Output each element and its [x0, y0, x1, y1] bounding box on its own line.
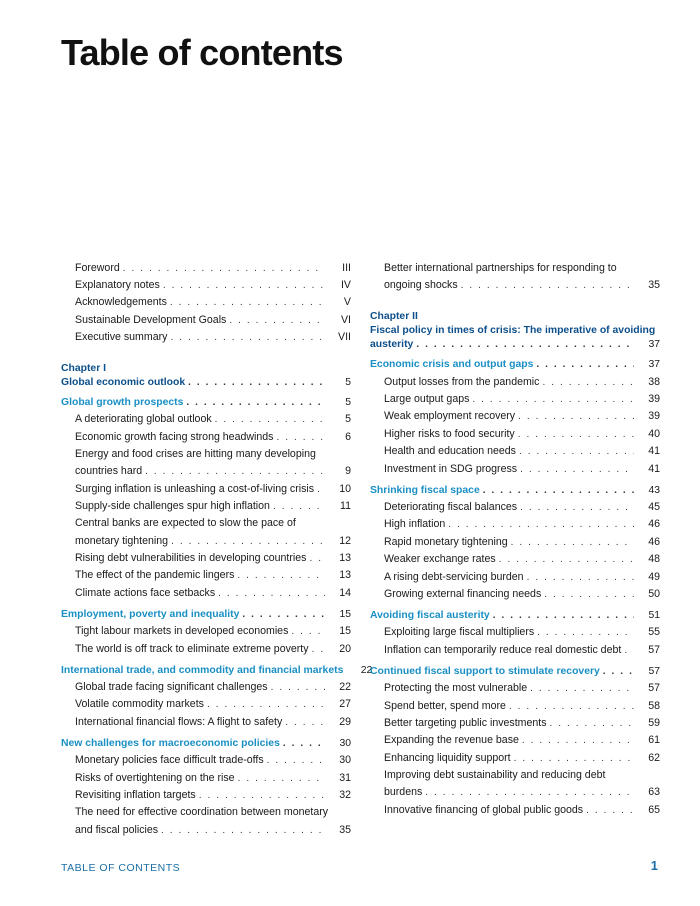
dot-leader	[123, 260, 325, 277]
dot-leader	[273, 498, 325, 515]
dot-leader	[509, 698, 634, 715]
chapter-label: Chapter I	[61, 363, 107, 375]
dot-leader	[238, 770, 325, 787]
dot-leader	[171, 533, 325, 550]
toc-entry-page: 62	[648, 751, 660, 764]
toc-entry-title: Rising debt vulnerabilities in developing countries	[75, 551, 307, 564]
dot-leader	[448, 516, 634, 533]
toc-entry-page: 27	[339, 698, 351, 711]
dot-leader	[145, 463, 325, 480]
toc-entry-title: countries hard	[75, 465, 143, 478]
toc-left-column	[61, 260, 373, 839]
toc-entry-page: 61	[648, 734, 660, 747]
toc-entry-page: IV	[340, 279, 351, 292]
toc-entry-page: 35	[648, 279, 660, 292]
toc-entry-title: Revisiting inflation targets	[75, 788, 196, 801]
toc-entry-title: Spend better, spend more	[384, 699, 506, 712]
dot-leader	[624, 642, 634, 659]
toc-entry-title: Better targeting public investments	[384, 716, 547, 729]
toc-entry-page: 59	[648, 716, 660, 729]
toc-entry-title: Tight labour markets in developed economies	[75, 625, 289, 638]
dot-leader	[603, 663, 634, 680]
dot-leader	[291, 623, 325, 640]
toc-entry-page: 29	[339, 715, 351, 728]
dot-leader	[276, 429, 325, 446]
footer-page-number: 1	[650, 858, 658, 873]
dot-leader	[283, 735, 325, 752]
toc-entry-title: Monetary policies face difficult trade-offs	[75, 754, 264, 767]
toc-entry-page: 41	[648, 462, 660, 475]
toc-entry-text-line: Improving debt sustainability and reducing debt	[384, 769, 606, 782]
dot-leader	[550, 715, 634, 732]
dot-leader	[542, 374, 634, 391]
toc-entry-page: 39	[648, 393, 660, 405]
dot-leader	[267, 752, 325, 769]
toc-entry-title: New challenges for macroeconomic policies	[61, 737, 280, 749]
toc-entry-title: A deteriorating global outlook	[75, 413, 212, 426]
toc-entry-sub[interactable]	[370, 499, 660, 516]
dot-leader	[483, 482, 634, 499]
toc-entry-title: Innovative financing of global public goods	[384, 803, 584, 816]
toc-entry-page: 46	[648, 518, 660, 531]
toc-entry-sub[interactable]	[370, 461, 660, 478]
toc-entry-title: Economic growth facing strong headwinds	[75, 430, 274, 443]
dot-leader	[271, 679, 325, 696]
dot-leader	[522, 732, 634, 749]
footer-label: TABLE OF CONTENTS	[61, 862, 181, 874]
toc-entry-section[interactable]	[370, 607, 660, 624]
toc-entry-title: Global economic outlook	[61, 377, 186, 389]
dot-leader	[170, 329, 325, 346]
toc-entry-page: 30	[339, 737, 351, 749]
toc-entry-page: 48	[648, 553, 660, 566]
toc-entry-page: 57	[648, 682, 660, 695]
toc-entry-sub[interactable]	[61, 567, 351, 584]
dot-leader	[518, 426, 634, 443]
toc-entry-title: Economic crisis and output gaps	[370, 359, 534, 371]
toc-entry-page: 15	[339, 625, 351, 638]
dot-leader	[544, 586, 634, 603]
toc-entry-sub[interactable]	[61, 770, 351, 787]
toc-entry-sub[interactable]	[370, 698, 660, 715]
toc-entry-page: 51	[648, 610, 660, 622]
toc-entry-page: III	[342, 262, 351, 274]
toc-entry-page: 6	[345, 430, 351, 443]
dot-leader	[312, 641, 325, 658]
toc-entry-sub[interactable]	[370, 534, 660, 551]
toc-entry-sub[interactable]	[61, 550, 351, 567]
toc-entry-page: 12	[339, 534, 351, 547]
toc-entry-page: 57	[648, 643, 660, 656]
toc-entry-page: 14	[339, 586, 351, 599]
toc-entry-section[interactable]	[61, 394, 351, 411]
dot-leader	[229, 312, 325, 329]
dot-leader	[520, 499, 634, 516]
toc-entry-title: Inflation can temporarily reduce real domestic debt	[384, 643, 622, 656]
dot-leader	[242, 606, 325, 623]
toc-entry-title: The world is off track to eliminate extreme poverty	[75, 642, 309, 655]
toc-entry-sub[interactable]	[370, 408, 660, 425]
toc-entry-title: Foreword	[75, 262, 120, 274]
toc-entry-section[interactable]	[61, 735, 351, 752]
toc-entry-page: 58	[648, 699, 660, 712]
toc-entry-page: V	[343, 296, 351, 309]
toc-entry-title: Continued fiscal support to stimulate recovery	[370, 665, 600, 677]
toc-entry-sub[interactable]	[370, 391, 660, 408]
toc-entry-title: Growing external financing needs	[384, 587, 542, 600]
toc-entry-page: 37	[648, 339, 660, 351]
dot-leader	[461, 277, 634, 294]
toc-entry-sub[interactable]	[61, 787, 351, 804]
toc-entry-section[interactable]	[370, 663, 660, 680]
toc-entry-section[interactable]	[370, 356, 660, 373]
toc-entry-sub[interactable]	[61, 429, 351, 446]
toc-entry-title: Global growth prospects	[61, 397, 184, 409]
toc-entry-sub[interactable]	[61, 804, 351, 838]
toc-entry-sub[interactable]	[61, 679, 351, 696]
toc-entry-page: 65	[648, 803, 660, 816]
toc-entry-title: International financial flows: A flight to safety	[75, 715, 283, 728]
toc-entry-page: 22	[339, 680, 351, 693]
dot-leader	[586, 802, 634, 819]
dot-leader	[518, 408, 634, 425]
toc-entry-sub[interactable]	[61, 623, 351, 640]
toc-entry-title: Shrinking fiscal space	[370, 484, 480, 496]
toc-entry-page: 63	[648, 786, 660, 799]
toc-entry-title: Supply-side challenges spur high inflation	[75, 499, 270, 512]
toc-entry-page: 50	[648, 587, 660, 600]
toc-entry-title: Protecting the most vulnerable	[384, 682, 528, 695]
dot-leader	[188, 376, 325, 390]
toc-entry-title: Higher risks to food security	[384, 427, 515, 440]
toc-entry-page: 30	[339, 754, 351, 767]
toc-entry-sub[interactable]	[61, 446, 351, 480]
dot-leader	[317, 481, 325, 498]
toc-entry-title: Employment, poverty and inequality	[61, 608, 240, 620]
toc-entry-page: 5	[345, 377, 351, 389]
toc-entry-sub[interactable]	[370, 569, 660, 586]
toc-entry-page: 41	[648, 445, 660, 458]
toc-entry-title: Climate actions face setbacks	[75, 586, 216, 599]
toc-entry-text-line: Fiscal policy in times of crisis: The imperative of avoiding	[370, 325, 656, 337]
toc-entry-page: 49	[648, 570, 660, 583]
toc-entry-sub[interactable]	[370, 260, 660, 294]
dot-leader	[416, 338, 634, 352]
toc-entry-page: 31	[339, 771, 351, 784]
toc-entry-page: 5	[345, 397, 351, 409]
page-title: Table of contents	[61, 32, 343, 73]
toc-entry-text-line: The need for effective coordination between monetary	[75, 806, 329, 819]
toc-entry-title: Exploiting large fiscal multipliers	[384, 626, 535, 639]
toc-entry-title: Weak employment recovery	[384, 410, 516, 423]
toc-entry-title: Acknowledgements	[75, 296, 167, 309]
toc-entry-sub[interactable]	[370, 767, 660, 801]
toc-entry-title: Global trade facing significant challenges	[75, 680, 268, 693]
toc-entry-sub[interactable]	[370, 374, 660, 391]
toc-entry-title: High inflation	[384, 518, 446, 531]
toc-entry-chapter[interactable]	[61, 362, 351, 390]
toc-entry-title: Risks of overtightening on the rise	[75, 771, 235, 784]
dot-leader	[207, 696, 325, 713]
toc-entry-page: 57	[648, 665, 660, 677]
toc-entry-sub[interactable]	[61, 696, 351, 713]
dot-leader	[186, 394, 325, 411]
toc-entry-sub[interactable]	[370, 586, 660, 603]
dot-leader	[499, 551, 634, 568]
dot-leader	[530, 680, 634, 697]
dot-leader	[472, 391, 634, 408]
toc-entry-page: 43	[648, 484, 660, 496]
dot-leader	[520, 461, 634, 478]
toc-entry-front[interactable]	[61, 329, 351, 346]
toc-entry-sub[interactable]	[61, 641, 351, 658]
toc-entry-title: and fiscal policies	[75, 823, 159, 836]
toc-entry-page: 32	[339, 788, 351, 801]
toc-entry-title: Rapid monetary tightening	[384, 535, 508, 548]
toc-entry-page: 22	[360, 664, 373, 676]
toc-entry-sub[interactable]	[61, 515, 351, 549]
toc-entry-page: 13	[339, 569, 351, 582]
toc-entry-page: VI	[340, 313, 351, 326]
toc-entry-page: 15	[339, 608, 351, 620]
toc-entry-sub[interactable]	[370, 443, 660, 460]
toc-entry-page: 10	[339, 482, 351, 495]
toc-entry-sub[interactable]	[370, 624, 660, 641]
dot-leader	[237, 567, 325, 584]
toc-entry-sub[interactable]	[61, 752, 351, 769]
toc-entry-title: International trade, and commodity and financial markets	[61, 664, 344, 676]
toc-entry-page: 45	[648, 500, 660, 513]
toc-entry-sub[interactable]	[370, 732, 660, 749]
dot-leader	[511, 534, 634, 551]
toc-entry-title: Volatile commodity markets	[75, 698, 204, 711]
toc-entry-title: Output losses from the pandemic	[384, 375, 540, 388]
toc-entry-title: Investment in SDG progress	[384, 462, 518, 475]
toc-entry-title: A rising debt-servicing burden	[384, 570, 524, 583]
dot-leader	[218, 585, 325, 602]
toc-entry-title: monetary tightening	[75, 534, 169, 547]
toc-entry-sub[interactable]	[370, 750, 660, 767]
toc-entry-page: 55	[648, 626, 660, 639]
toc-entry-text-line: Better international partnerships for responding to	[384, 262, 617, 274]
toc-entry-front[interactable]	[61, 294, 351, 311]
toc-entry-page: 11	[340, 499, 351, 512]
toc-entry-title: Weaker exchange rates	[384, 553, 496, 566]
toc-entry-sub[interactable]	[61, 411, 351, 428]
toc-entry-page: 20	[339, 642, 351, 655]
toc-entry-text-line: Energy and food crises are hitting many developing	[75, 448, 316, 460]
dot-leader	[161, 822, 325, 839]
chapter-label: Chapter II	[370, 311, 418, 323]
toc-entry-page: 40	[648, 427, 660, 440]
toc-entry-chapter[interactable]	[370, 310, 660, 352]
toc-entry-sub[interactable]	[61, 714, 351, 731]
toc-entry-title: Explanatory notes	[75, 279, 160, 292]
toc-entry-title: Large output gaps	[384, 393, 470, 405]
toc-entry-title: The effect of the pandemic lingers	[75, 569, 235, 582]
toc-right-column	[370, 260, 660, 819]
dot-leader	[527, 569, 634, 586]
toc-entry-sub[interactable]	[370, 426, 660, 443]
toc-entry-front[interactable]	[61, 260, 351, 277]
toc-entry-title: austerity	[370, 339, 414, 351]
dot-leader	[537, 624, 634, 641]
dot-leader	[425, 784, 634, 801]
toc-entry-title: Expanding the revenue base	[384, 734, 519, 747]
toc-entry-section[interactable]	[61, 606, 351, 623]
dot-leader	[215, 411, 325, 428]
dot-leader	[536, 356, 634, 373]
toc-entry-page: VII	[338, 330, 351, 343]
toc-entry-page: 39	[648, 410, 660, 423]
toc-entry-title: Health and education needs	[384, 445, 516, 458]
toc-entry-page: 35	[339, 823, 351, 836]
dot-leader	[493, 607, 634, 624]
toc-entry-title: Sustainable Development Goals	[75, 313, 227, 326]
toc-entry-sub[interactable]	[370, 715, 660, 732]
toc-entry-section[interactable]	[61, 662, 373, 679]
toc-entry-sub[interactable]	[370, 551, 660, 568]
toc-entry-sub[interactable]	[61, 585, 351, 602]
dot-leader	[163, 277, 325, 294]
toc-entry-title: ongoing shocks	[384, 279, 458, 292]
toc-entry-title: Deteriorating fiscal balances	[384, 500, 518, 513]
toc-entry-page: 46	[648, 535, 660, 548]
dot-leader	[309, 550, 325, 567]
toc-entry-front[interactable]	[61, 277, 351, 294]
toc-entry-sub[interactable]	[370, 642, 660, 659]
dot-leader	[199, 787, 325, 804]
dot-leader	[514, 750, 634, 767]
toc-entry-page: 37	[648, 359, 660, 371]
toc-entry-title: burdens	[384, 786, 423, 799]
toc-entry-page: 13	[339, 551, 351, 564]
toc-entry-sub[interactable]	[61, 498, 351, 515]
toc-entry-sub[interactable]	[61, 481, 351, 498]
dot-leader	[285, 714, 325, 731]
toc-entry-front[interactable]	[61, 312, 351, 329]
toc-entry-section[interactable]	[370, 482, 660, 499]
toc-entry-page: 9	[345, 465, 351, 478]
dot-leader	[170, 294, 325, 311]
toc-entry-sub[interactable]	[370, 516, 660, 533]
toc-entry-page: 38	[648, 375, 660, 388]
toc-entry-page: 5	[345, 413, 351, 426]
toc-entry-text-line: Central banks are expected to slow the pace of	[75, 517, 296, 530]
toc-entry-title: Executive summary	[75, 330, 168, 343]
toc-entry-title: Enhancing liquidity support	[384, 751, 511, 764]
dot-leader	[519, 443, 634, 460]
toc-entry-sub[interactable]	[370, 680, 660, 697]
toc-entry-sub[interactable]	[370, 802, 660, 819]
toc-entry-title: Avoiding fiscal austerity	[370, 610, 490, 622]
toc-entry-title: Surging inflation is unleashing a cost-of-living crisis	[75, 482, 315, 495]
